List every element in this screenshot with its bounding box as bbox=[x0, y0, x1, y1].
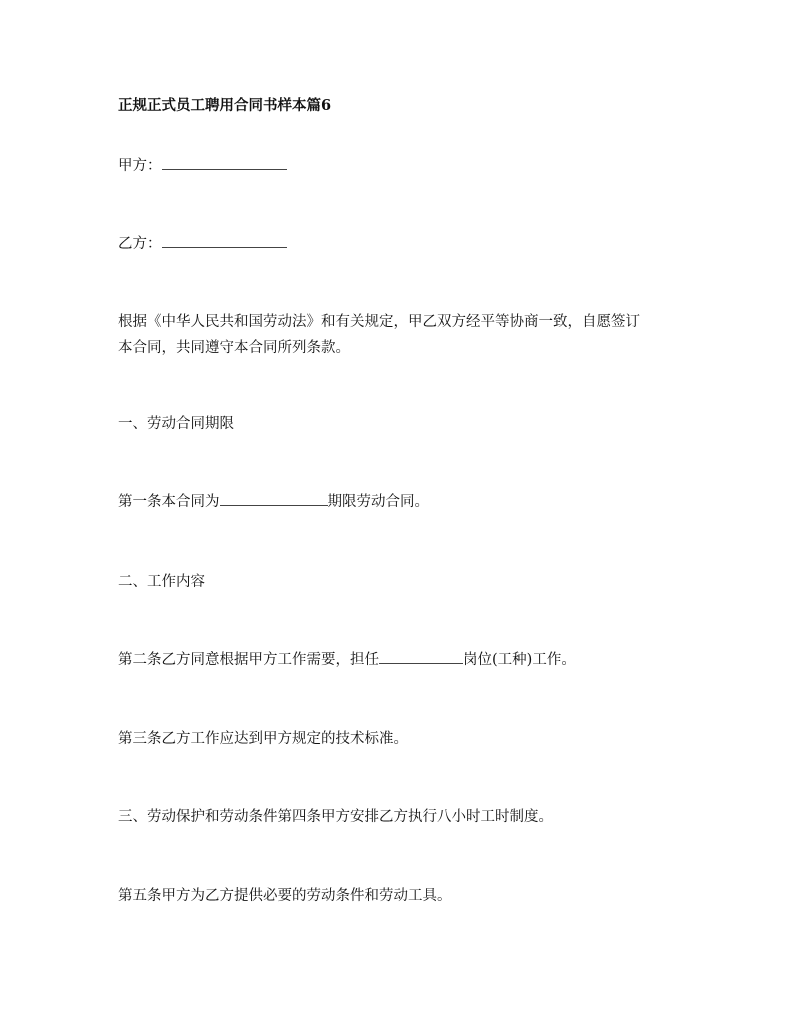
article-2-text-before: 第二条乙方同意根据甲方工作需要，担任 bbox=[118, 652, 379, 668]
position-blank bbox=[379, 648, 463, 664]
intro-paragraph-line-2: 本合同，共同遵守本合同所列条款。 bbox=[118, 340, 350, 356]
party-b-blank bbox=[162, 232, 287, 248]
contract-term-blank bbox=[220, 490, 328, 506]
section-2-heading: 二、工作内容 bbox=[118, 574, 205, 590]
article-2 bbox=[118, 648, 576, 672]
party-b-line bbox=[118, 232, 287, 256]
section-3-line: 三、劳动保护和劳动条件第四条甲方安排乙方执行八小时工时制度。 bbox=[118, 809, 553, 825]
party-a-label: 甲方： bbox=[118, 158, 162, 174]
article-3: 第三条乙方工作应达到甲方规定的技术标准。 bbox=[118, 731, 408, 747]
party-a-line bbox=[118, 154, 287, 178]
article-2-text-after: 岗位(工种)工作。 bbox=[463, 652, 576, 668]
intro-paragraph-line-1: 根据《中华人民共和国劳动法》和有关规定，甲乙双方经平等协商一致，自愿签订 bbox=[118, 314, 640, 330]
party-b-label: 乙方： bbox=[118, 236, 162, 252]
article-1 bbox=[118, 490, 429, 514]
article-1-text-before: 第一条本合同为 bbox=[118, 494, 220, 510]
article-5: 第五条甲方为乙方提供必要的劳动条件和劳动工具。 bbox=[118, 888, 452, 904]
party-a-blank bbox=[162, 154, 287, 170]
document-title: 正规正式员工聘用合同书样本篇6 bbox=[118, 97, 332, 114]
article-1-text-after: 期限劳动合同。 bbox=[327, 494, 429, 510]
section-1-heading: 一、劳动合同期限 bbox=[118, 416, 234, 432]
